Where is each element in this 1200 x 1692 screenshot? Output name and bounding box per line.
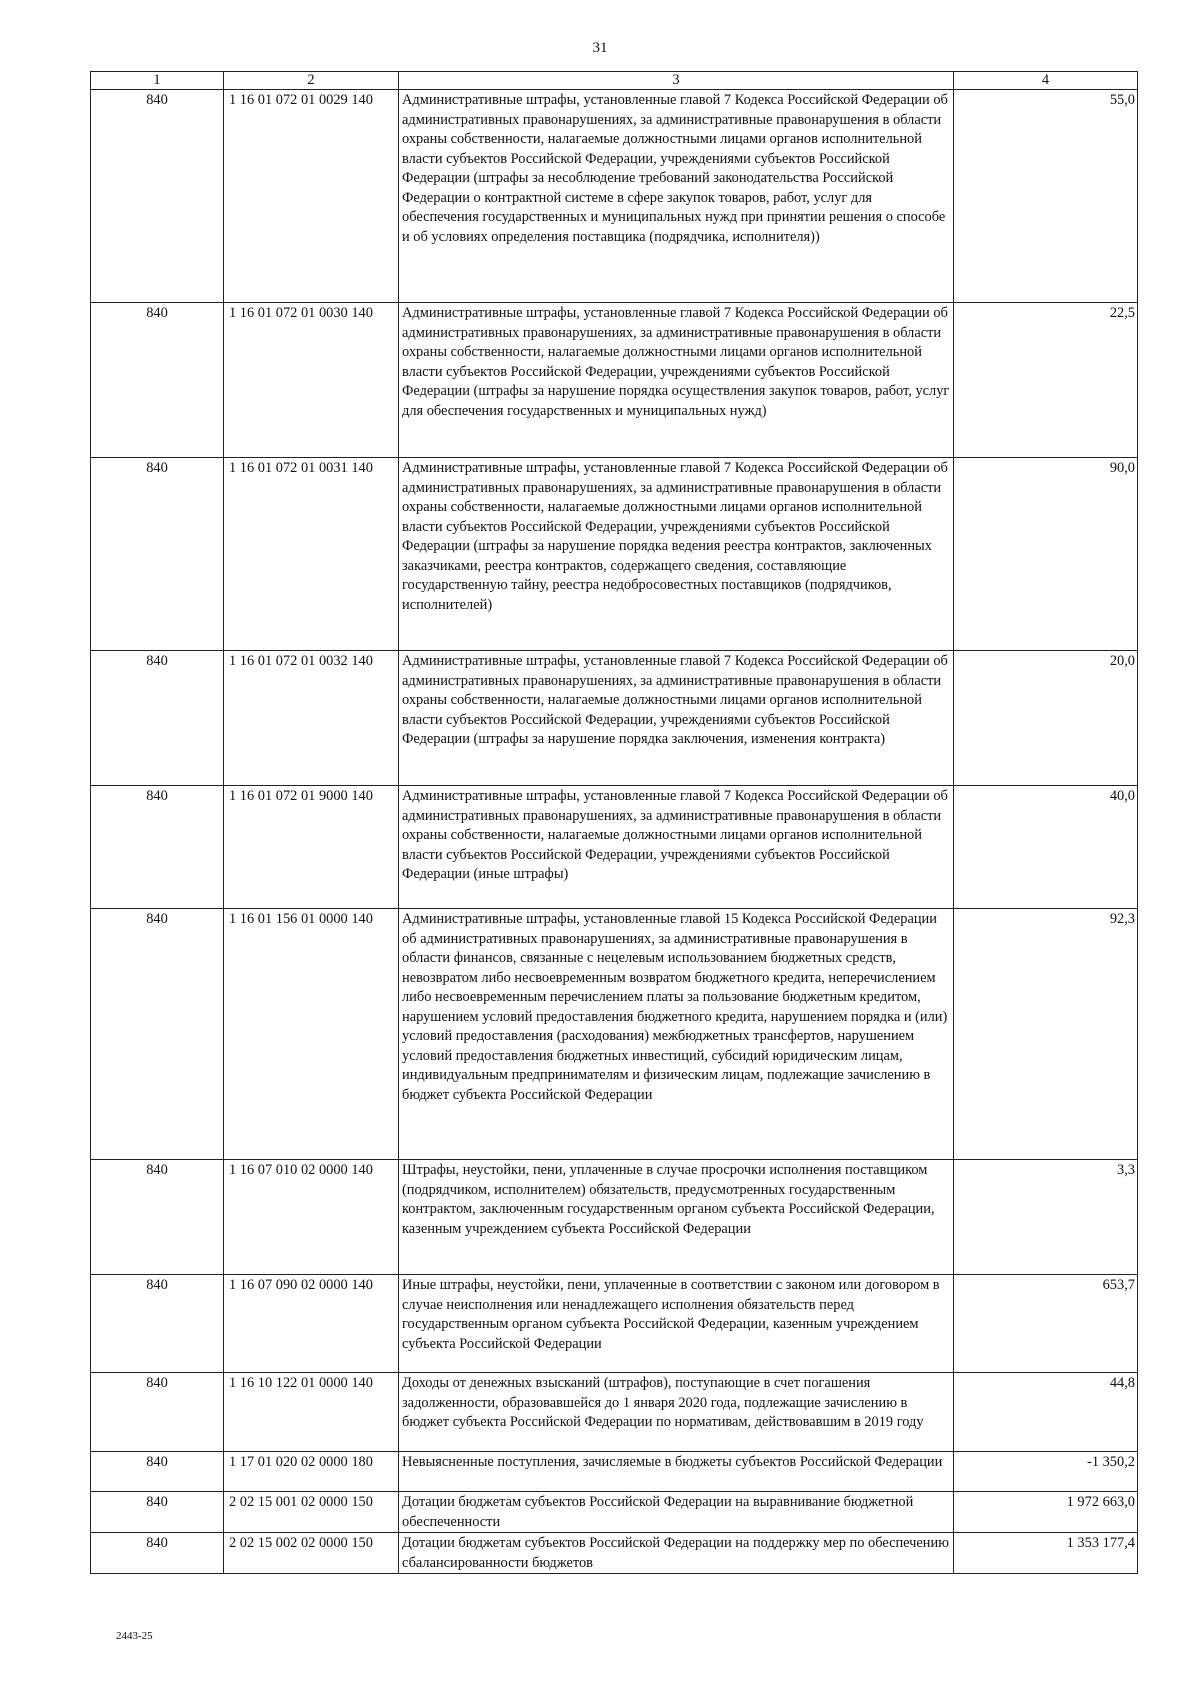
kbk-code-cell: 2 02 15 002 02 0000 150: [224, 1533, 399, 1574]
description-cell: Административные штрафы, установленные главой 7 Кодекса Российской Федерации об административных правонарушениях, за административные правонарушения в области охраны собственности, налагаемые должностными лицами органов исполнительной власти субъектов Российской Федерации, учреждениями субъектов Российской Федерации (штрафы за нарушение порядка осуществления закупок товаров, работ, услуг для обеспечения государственных и муниципальных нужд): [399, 303, 954, 458]
table-row: [91, 458, 1138, 651]
revenue-table: [90, 71, 1138, 1574]
admin-code-cell: 840: [91, 90, 224, 303]
description-cell: Административные штрафы, установленные главой 7 Кодекса Российской Федерации об административных правонарушениях, за административные правонарушения в области охраны собственности, налагаемые должностными лицами органов исполнительной власти субъектов Российской Федерации, учреждениями субъектов Российской Федерации (штрафы за нарушение порядка заключения, изменения контракта): [399, 651, 954, 786]
description-cell: Административные штрафы, установленные главой 7 Кодекса Российской Федерации об административных правонарушениях, за административные правонарушения в области охраны собственности, налагаемые должностными лицами органов исполнительной власти субъектов Российской Федерации, учреждениями субъектов Российской Федерации (штрафы за несоблюдение требований законодательства Российской Федерации о контрактной системе в сфере закупок товаров, работ, услуг для обеспечения государственных и муниципальных нужд при принятии решения о способе и об условиях определения поставщика (подрядчика, исполнителя)): [399, 90, 954, 303]
amount-cell: 44,8: [954, 1373, 1138, 1452]
kbk-code-cell: 1 16 01 072 01 0029 140: [224, 90, 399, 303]
page-number: 31: [592, 40, 608, 56]
column-header-1: 1: [91, 72, 224, 90]
kbk-code-cell: 1 16 01 072 01 9000 140: [224, 786, 399, 909]
amount-cell: 1 353 177,4: [954, 1533, 1138, 1574]
description-cell: Иные штрафы, неустойки, пени, уплаченные в соответствии с законом или договором в случае неисполнения или ненадлежащего исполнения обязательств перед государственным органом субъекта Российской Федерации, казенным учреждением субъекта Российской Федерации: [399, 1275, 954, 1373]
admin-code-cell: 840: [91, 1492, 224, 1533]
table-row: [91, 651, 1138, 786]
description-cell: Административные штрафы, установленные главой 7 Кодекса Российской Федерации об административных правонарушениях, за административные правонарушения в области охраны собственности, налагаемые должностными лицами органов исполнительной власти субъектов Российской Федерации, учреждениями субъектов Российской Федерации (штрафы за нарушение порядка ведения реестра контрактов, заключенных заказчиками, реестра контрактов, содержащего сведения, составляющие государственную тайну, реестра недобросовестных поставщиков (подрядчиков, исполнителей): [399, 458, 954, 651]
kbk-code-cell: 1 16 01 072 01 0031 140: [224, 458, 399, 651]
amount-cell: 653,7: [954, 1275, 1138, 1373]
description-cell: Дотации бюджетам субъектов Российской Федерации на выравнивание бюджетной обеспеченности: [399, 1492, 954, 1533]
kbk-code-cell: 1 16 07 010 02 0000 140: [224, 1160, 399, 1275]
amount-cell: 90,0: [954, 458, 1138, 651]
table-row: [91, 1452, 1138, 1492]
amount-cell: 3,3: [954, 1160, 1138, 1275]
table-row: [91, 1373, 1138, 1452]
description-cell: Невыясненные поступления, зачисляемые в бюджеты субъектов Российской Федерации: [399, 1452, 954, 1492]
kbk-code-cell: 1 16 01 072 01 0030 140: [224, 303, 399, 458]
amount-cell: 20,0: [954, 651, 1138, 786]
table-row: [91, 1160, 1138, 1275]
admin-code-cell: 840: [91, 1275, 224, 1373]
description-cell: Дотации бюджетам субъектов Российской Федерации на поддержку мер по обеспечению сбалансированности бюджетов: [399, 1533, 954, 1574]
admin-code-cell: 840: [91, 1533, 224, 1574]
admin-code-cell: 840: [91, 909, 224, 1160]
kbk-code-cell: 1 16 07 090 02 0000 140: [224, 1275, 399, 1373]
description-cell: Доходы от денежных взысканий (штрафов), поступающие в счет погашения задолженности, образовавшейся до 1 января 2020 года, подлежащие зачислению в бюджет субъекта Российской Федерации по нормативам, действовавшим в 2019 году: [399, 1373, 954, 1452]
column-header-3: 3: [399, 72, 954, 90]
amount-cell: 22,5: [954, 303, 1138, 458]
admin-code-cell: 840: [91, 303, 224, 458]
amount-cell: -1 350,2: [954, 1452, 1138, 1492]
kbk-code-cell: 1 16 01 156 01 0000 140: [224, 909, 399, 1160]
table-row: [91, 786, 1138, 909]
table-header-row: [91, 72, 1138, 90]
amount-cell: 92,3: [954, 909, 1138, 1160]
amount-cell: 55,0: [954, 90, 1138, 303]
column-header-4: 4: [954, 72, 1138, 90]
table-row: [91, 1533, 1138, 1574]
amount-cell: 40,0: [954, 786, 1138, 909]
document-footer-code: 2443-25: [116, 1630, 153, 1642]
description-cell: Административные штрафы, установленные главой 15 Кодекса Российской Федерации об административных правонарушениях, за административные правонарушения в области финансов, связанные с нецелевым использованием бюджетных средств, невозвратом либо несвоевременным возвратом бюджетного кредита, неперечислением либо несвоевременным перечислением платы за пользование бюджетным кредитом, нарушением условий предоставления бюджетного кредита, нарушением порядка и (или) условий предоставления (расходования) межбюджетных трансфертов, нарушением условий предоставления бюджетных инвестиций, субсидий юридическим лицам, индивидуальным предпринимателям и физическим лицам, подлежащие зачислению в бюджет субъекта Российской Федерации: [399, 909, 954, 1160]
admin-code-cell: 840: [91, 1452, 224, 1492]
kbk-code-cell: 2 02 15 001 02 0000 150: [224, 1492, 399, 1533]
admin-code-cell: 840: [91, 458, 224, 651]
kbk-code-cell: 1 16 01 072 01 0032 140: [224, 651, 399, 786]
amount-cell: 1 972 663,0: [954, 1492, 1138, 1533]
column-header-2: 2: [224, 72, 399, 90]
admin-code-cell: 840: [91, 786, 224, 909]
admin-code-cell: 840: [91, 1373, 224, 1452]
kbk-code-cell: 1 17 01 020 02 0000 180: [224, 1452, 399, 1492]
admin-code-cell: 840: [91, 1160, 224, 1275]
kbk-code-cell: 1 16 10 122 01 0000 140: [224, 1373, 399, 1452]
table-row: [91, 909, 1138, 1160]
description-cell: Административные штрафы, установленные главой 7 Кодекса Российской Федерации об административных правонарушениях, за административные правонарушения в области охраны собственности, налагаемые должностными лицами органов исполнительной власти субъектов Российской Федерации, учреждениями субъектов Российской Федерации (иные штрафы): [399, 786, 954, 909]
admin-code-cell: 840: [91, 651, 224, 786]
table-row: [91, 90, 1138, 303]
table-row: [91, 1275, 1138, 1373]
table-row: [91, 303, 1138, 458]
description-cell: Штрафы, неустойки, пени, уплаченные в случае просрочки исполнения поставщиком (подрядчиком, исполнителем) обязательств, предусмотренных государственным контрактом, заключенным государственным органом субъекта Российской Федерации, казенным учреждением субъекта Российской Федерации: [399, 1160, 954, 1275]
table-row: [91, 1492, 1138, 1533]
